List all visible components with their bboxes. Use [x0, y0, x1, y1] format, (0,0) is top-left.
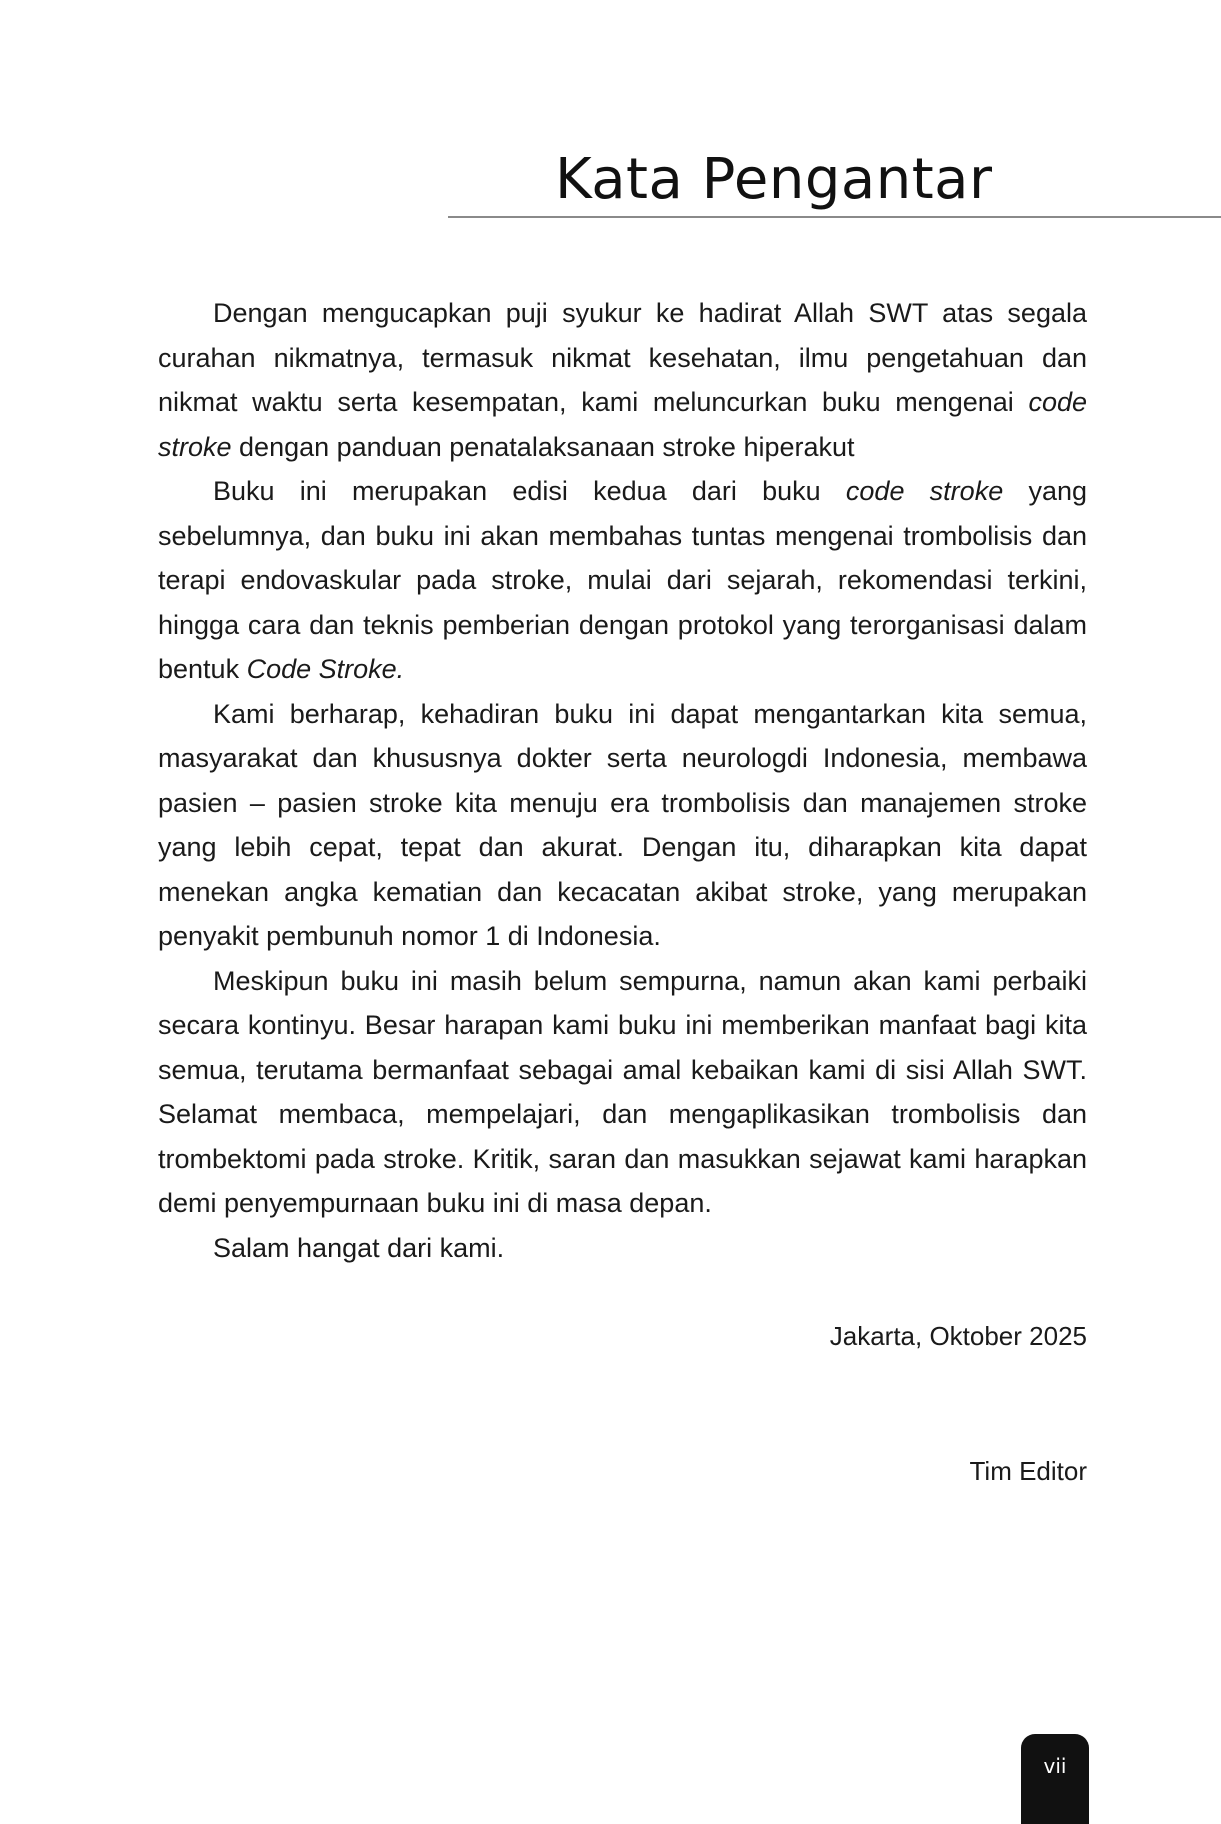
paragraph-text: yang sebelumnya, dan buku ini akan membahas tuntas mengenai trombolisis dan terapi endovaskular pada stroke, mulai dari sejarah, rekomendasi terkini, hingga cara dan teknis pemberian dengan protokol yang terorganisasi dalam bentuk	[158, 476, 1087, 684]
italic-text: Code Stroke.	[246, 654, 405, 684]
paragraph	[158, 469, 1087, 692]
chapter-heading: Kata Pengantar	[555, 147, 993, 212]
paragraph	[158, 959, 1087, 1226]
page-number-tab	[1021, 1734, 1089, 1824]
paragraph	[158, 692, 1087, 959]
paragraph-text: Salam hangat dari kami.	[213, 1232, 505, 1263]
paragraph-text: Dengan mengucapkan puji syukur ke hadirat Allah SWT atas segala curahan nikmatnya, termasuk nikmat kesehatan, ilmu pengetahuan dan nikmat waktu serta kesempatan, kami meluncurkan buku mengenai	[158, 298, 1087, 417]
preface-body	[158, 291, 1087, 1270]
paragraph	[158, 1226, 1087, 1271]
heading-underline	[448, 216, 1221, 218]
paragraph-text: Buku ini merupakan edisi kedua dari buku	[213, 476, 846, 506]
signoff: Tim Editor	[969, 1456, 1087, 1486]
place-and-date: Jakarta, Oktober 2025	[829, 1321, 1087, 1351]
paragraph-text: Kami berharap, kehadiran buku ini dapat mengantarkan kita semua, masyarakat dan khususnya dokter serta neurologdi Indonesia, membawa pasien – pasien stroke kita menuju era trombolisis dan manajemen stroke yang lebih cepat, tepat dan akurat. Dengan itu, diharapkan kita dapat menekan angka kematian dan kecacatan akibat stroke, yang merupakan penyakit pembunuh nomor 1 di Indonesia.	[158, 698, 1087, 951]
italic-text: code stroke	[158, 387, 1087, 462]
paragraph-text: Meskipun buku ini masih belum sempurna, namun akan kami perbaiki secara kontinyu. Besar harapan kami buku ini memberikan manfaat bagi kita semua, terutama bermanfaat sebagai amal kebaikan kami di sisi Allah SWT. Selamat membaca, mempelajari, dan mengaplikasikan trombolisis dan trombektomi pada stroke. Kritik, saran dan masukkan sejawat kami harapkan demi penyempurnaan buku ini di masa depan.	[158, 965, 1087, 1218]
paragraph	[158, 291, 1087, 469]
italic-text: code stroke	[845, 476, 1004, 506]
paragraph-text: dengan panduan penatalaksanaan stroke hiperakut	[231, 431, 855, 462]
page-number: vii	[1043, 1754, 1067, 1778]
